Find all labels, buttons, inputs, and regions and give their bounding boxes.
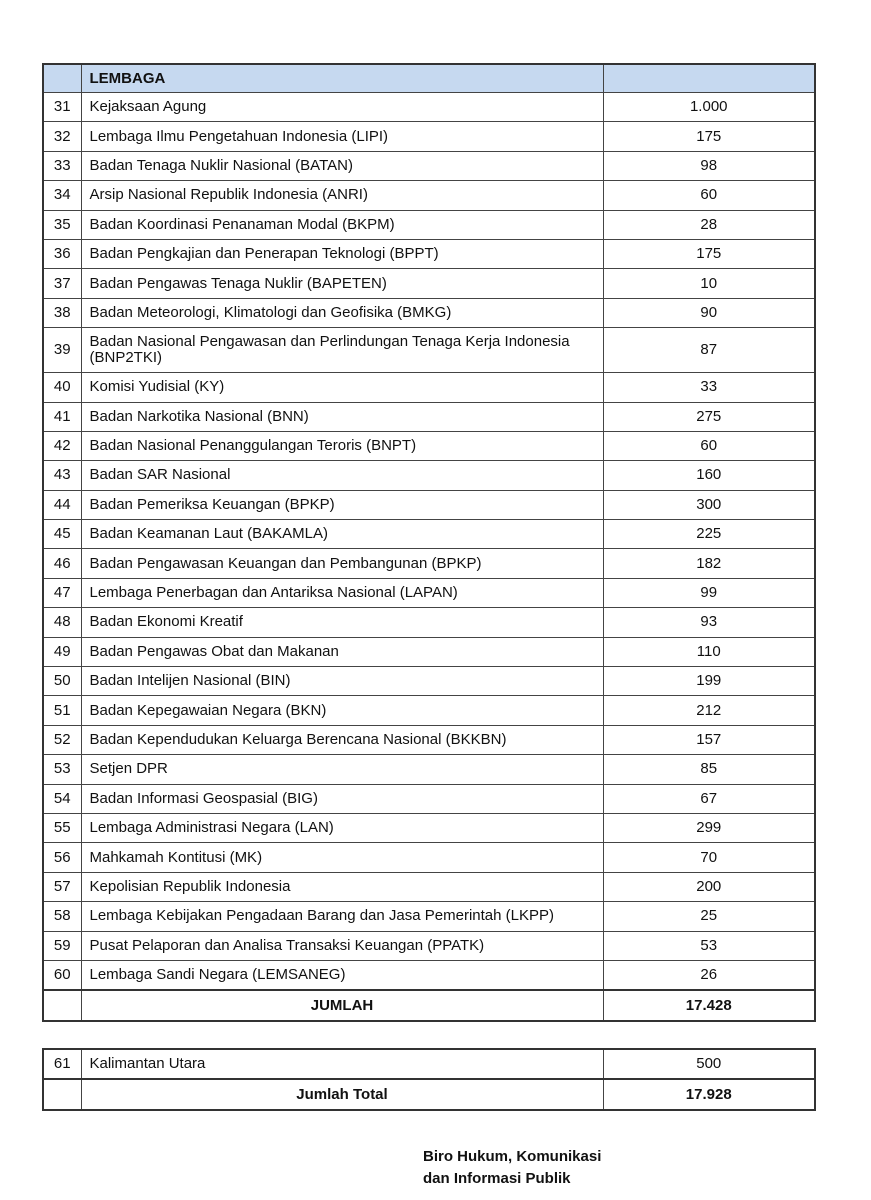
- table-row: [43, 755, 815, 784]
- row-value: 25: [603, 902, 815, 931]
- row-number: 58: [43, 902, 81, 931]
- table-row: [43, 667, 815, 696]
- row-value: 28: [603, 210, 815, 239]
- row-number: 54: [43, 784, 81, 813]
- row-value: 182: [603, 549, 815, 578]
- row-number: 50: [43, 667, 81, 696]
- table-row: [43, 637, 815, 666]
- row-value: 87: [603, 328, 815, 373]
- row-value: 99: [603, 578, 815, 607]
- row-name: Lembaga Sandi Negara (LEMSANEG): [81, 960, 603, 990]
- grand-total-label: Jumlah Total: [81, 1079, 603, 1110]
- table-row: [43, 520, 815, 549]
- row-number: 51: [43, 696, 81, 725]
- row-value: 175: [603, 239, 815, 268]
- row-name: Badan SAR Nasional: [81, 461, 603, 490]
- row-number: 44: [43, 490, 81, 519]
- row-value: 53: [603, 931, 815, 960]
- table-row: [43, 461, 815, 490]
- table-row: [43, 373, 815, 402]
- row-name: Lembaga Kebijakan Pengadaan Barang dan Jasa Pemerintah (LKPP): [81, 902, 603, 931]
- grand-total-value: 17.928: [603, 1079, 815, 1110]
- row-value: 10: [603, 269, 815, 298]
- row-number: 49: [43, 637, 81, 666]
- table-row: [43, 931, 815, 960]
- row-name: Lembaga Ilmu Pengetahuan Indonesia (LIPI): [81, 122, 603, 151]
- footer-signature: [423, 1146, 601, 1190]
- row-name: Badan Meteorologi, Klimatologi dan Geofisika (BMKG): [81, 298, 603, 327]
- row-number: 45: [43, 520, 81, 549]
- table-row: [43, 813, 815, 842]
- row-number: 53: [43, 755, 81, 784]
- row-name: Badan Ekonomi Kreatif: [81, 608, 603, 637]
- row-name: Badan Keamanan Laut (BAKAMLA): [81, 520, 603, 549]
- table-row: [43, 549, 815, 578]
- row-number: 32: [43, 122, 81, 151]
- table-row: [43, 122, 815, 151]
- table-header-row: [43, 64, 815, 93]
- table-row: [43, 843, 815, 872]
- table-row: [43, 872, 815, 901]
- row-number: 43: [43, 461, 81, 490]
- table-row: [43, 725, 815, 754]
- row-value: 1.000: [603, 93, 815, 122]
- row-number: 47: [43, 578, 81, 607]
- row-number: 59: [43, 931, 81, 960]
- row-name: Setjen DPR: [81, 755, 603, 784]
- row-number: 37: [43, 269, 81, 298]
- row-value: 500: [603, 1049, 815, 1079]
- header-value-cell: [603, 64, 815, 93]
- row-value: 225: [603, 520, 815, 549]
- row-value: 160: [603, 461, 815, 490]
- row-value: 299: [603, 813, 815, 842]
- table-row: [43, 608, 815, 637]
- row-name: Badan Intelijen Nasional (BIN): [81, 667, 603, 696]
- row-name: Lembaga Penerbagan dan Antariksa Nasional (LAPAN): [81, 578, 603, 607]
- row-value: 90: [603, 298, 815, 327]
- grand-total-blank: [43, 1079, 81, 1110]
- table-row: [43, 239, 815, 268]
- header-title: LEMBAGA: [81, 64, 603, 93]
- row-name: Badan Informasi Geospasial (BIG): [81, 784, 603, 813]
- subtotal-row: [43, 990, 815, 1021]
- row-name: Badan Kependudukan Keluarga Berencana Nasional (BKKBN): [81, 725, 603, 754]
- grand-total-row: [43, 1079, 815, 1110]
- table-row: [43, 431, 815, 460]
- row-name: Badan Koordinasi Penanaman Modal (BKPM): [81, 210, 603, 239]
- row-number: 48: [43, 608, 81, 637]
- row-value: 300: [603, 490, 815, 519]
- row-number: 60: [43, 960, 81, 990]
- row-number: 55: [43, 813, 81, 842]
- row-value: 157: [603, 725, 815, 754]
- row-number: 46: [43, 549, 81, 578]
- row-number: 52: [43, 725, 81, 754]
- lembaga-table: [42, 63, 816, 1022]
- table-row: [43, 269, 815, 298]
- subtotal-blank: [43, 990, 81, 1021]
- table-row: [43, 328, 815, 373]
- table-row: [43, 93, 815, 122]
- row-value: 33: [603, 373, 815, 402]
- table-row: [43, 151, 815, 180]
- row-value: 67: [603, 784, 815, 813]
- row-value: 110: [603, 637, 815, 666]
- table-row: [43, 902, 815, 931]
- row-number: 39: [43, 328, 81, 373]
- row-value: 175: [603, 122, 815, 151]
- row-value: 93: [603, 608, 815, 637]
- row-name: Badan Tenaga Nuklir Nasional (BATAN): [81, 151, 603, 180]
- row-number: 61: [43, 1049, 81, 1079]
- row-value: 26: [603, 960, 815, 990]
- row-name: Arsip Nasional Republik Indonesia (ANRI): [81, 181, 603, 210]
- row-value: 60: [603, 181, 815, 210]
- table-row: [43, 578, 815, 607]
- header-number-cell: [43, 64, 81, 93]
- row-number: 31: [43, 93, 81, 122]
- row-value: 212: [603, 696, 815, 725]
- footer-line-2: dan Informasi Publik: [423, 1170, 571, 1187]
- extra-table: [42, 1048, 816, 1111]
- row-name: Badan Kepegawaian Negara (BKN): [81, 696, 603, 725]
- row-name: Lembaga Administrasi Negara (LAN): [81, 813, 603, 842]
- row-number: 42: [43, 431, 81, 460]
- row-number: 41: [43, 402, 81, 431]
- row-number: 35: [43, 210, 81, 239]
- row-number: 33: [43, 151, 81, 180]
- row-number: 56: [43, 843, 81, 872]
- row-name: Komisi Yudisial (KY): [81, 373, 603, 402]
- row-value: 70: [603, 843, 815, 872]
- table-row: [43, 298, 815, 327]
- table-row: [43, 210, 815, 239]
- subtotal-label: JUMLAH: [81, 990, 603, 1021]
- row-value: 275: [603, 402, 815, 431]
- row-name: Kalimantan Utara: [81, 1049, 603, 1079]
- table-row: [43, 402, 815, 431]
- row-value: 200: [603, 872, 815, 901]
- row-number: 38: [43, 298, 81, 327]
- row-name: Badan Pengkajian dan Penerapan Teknologi (BPPT): [81, 239, 603, 268]
- footer-line-1: Biro Hukum, Komunikasi: [423, 1148, 602, 1165]
- table-row: [43, 490, 815, 519]
- row-number: 34: [43, 181, 81, 210]
- row-name: Badan Pengawasan Keuangan dan Pembangunan (BPKP): [81, 549, 603, 578]
- row-number: 40: [43, 373, 81, 402]
- table-row: [43, 960, 815, 990]
- row-name: Badan Pemeriksa Keuangan (BPKP): [81, 490, 603, 519]
- row-name: Kejaksaan Agung: [81, 93, 603, 122]
- row-name: Badan Nasional Penanggulangan Teroris (BNPT): [81, 431, 603, 460]
- row-value: 199: [603, 667, 815, 696]
- row-value: 85: [603, 755, 815, 784]
- row-name: Badan Pengawas Obat dan Makanan: [81, 637, 603, 666]
- row-value: 98: [603, 151, 815, 180]
- row-name: Kepolisian Republik Indonesia: [81, 872, 603, 901]
- table-row: [43, 784, 815, 813]
- row-name: Badan Narkotika Nasional (BNN): [81, 402, 603, 431]
- row-number: 57: [43, 872, 81, 901]
- table-row: [43, 696, 815, 725]
- row-name: Badan Pengawas Tenaga Nuklir (BAPETEN): [81, 269, 603, 298]
- row-number: 36: [43, 239, 81, 268]
- row-value: 60: [603, 431, 815, 460]
- row-name: Mahkamah Kontitusi (MK): [81, 843, 603, 872]
- row-name: Pusat Pelaporan dan Analisa Transaksi Keuangan (PPATK): [81, 931, 603, 960]
- table-row: [43, 181, 815, 210]
- row-name: Badan Nasional Pengawasan dan Perlindungan Tenaga Kerja Indonesia (BNP2TKI): [81, 328, 603, 373]
- subtotal-value: 17.428: [603, 990, 815, 1021]
- table-row: [43, 1049, 815, 1079]
